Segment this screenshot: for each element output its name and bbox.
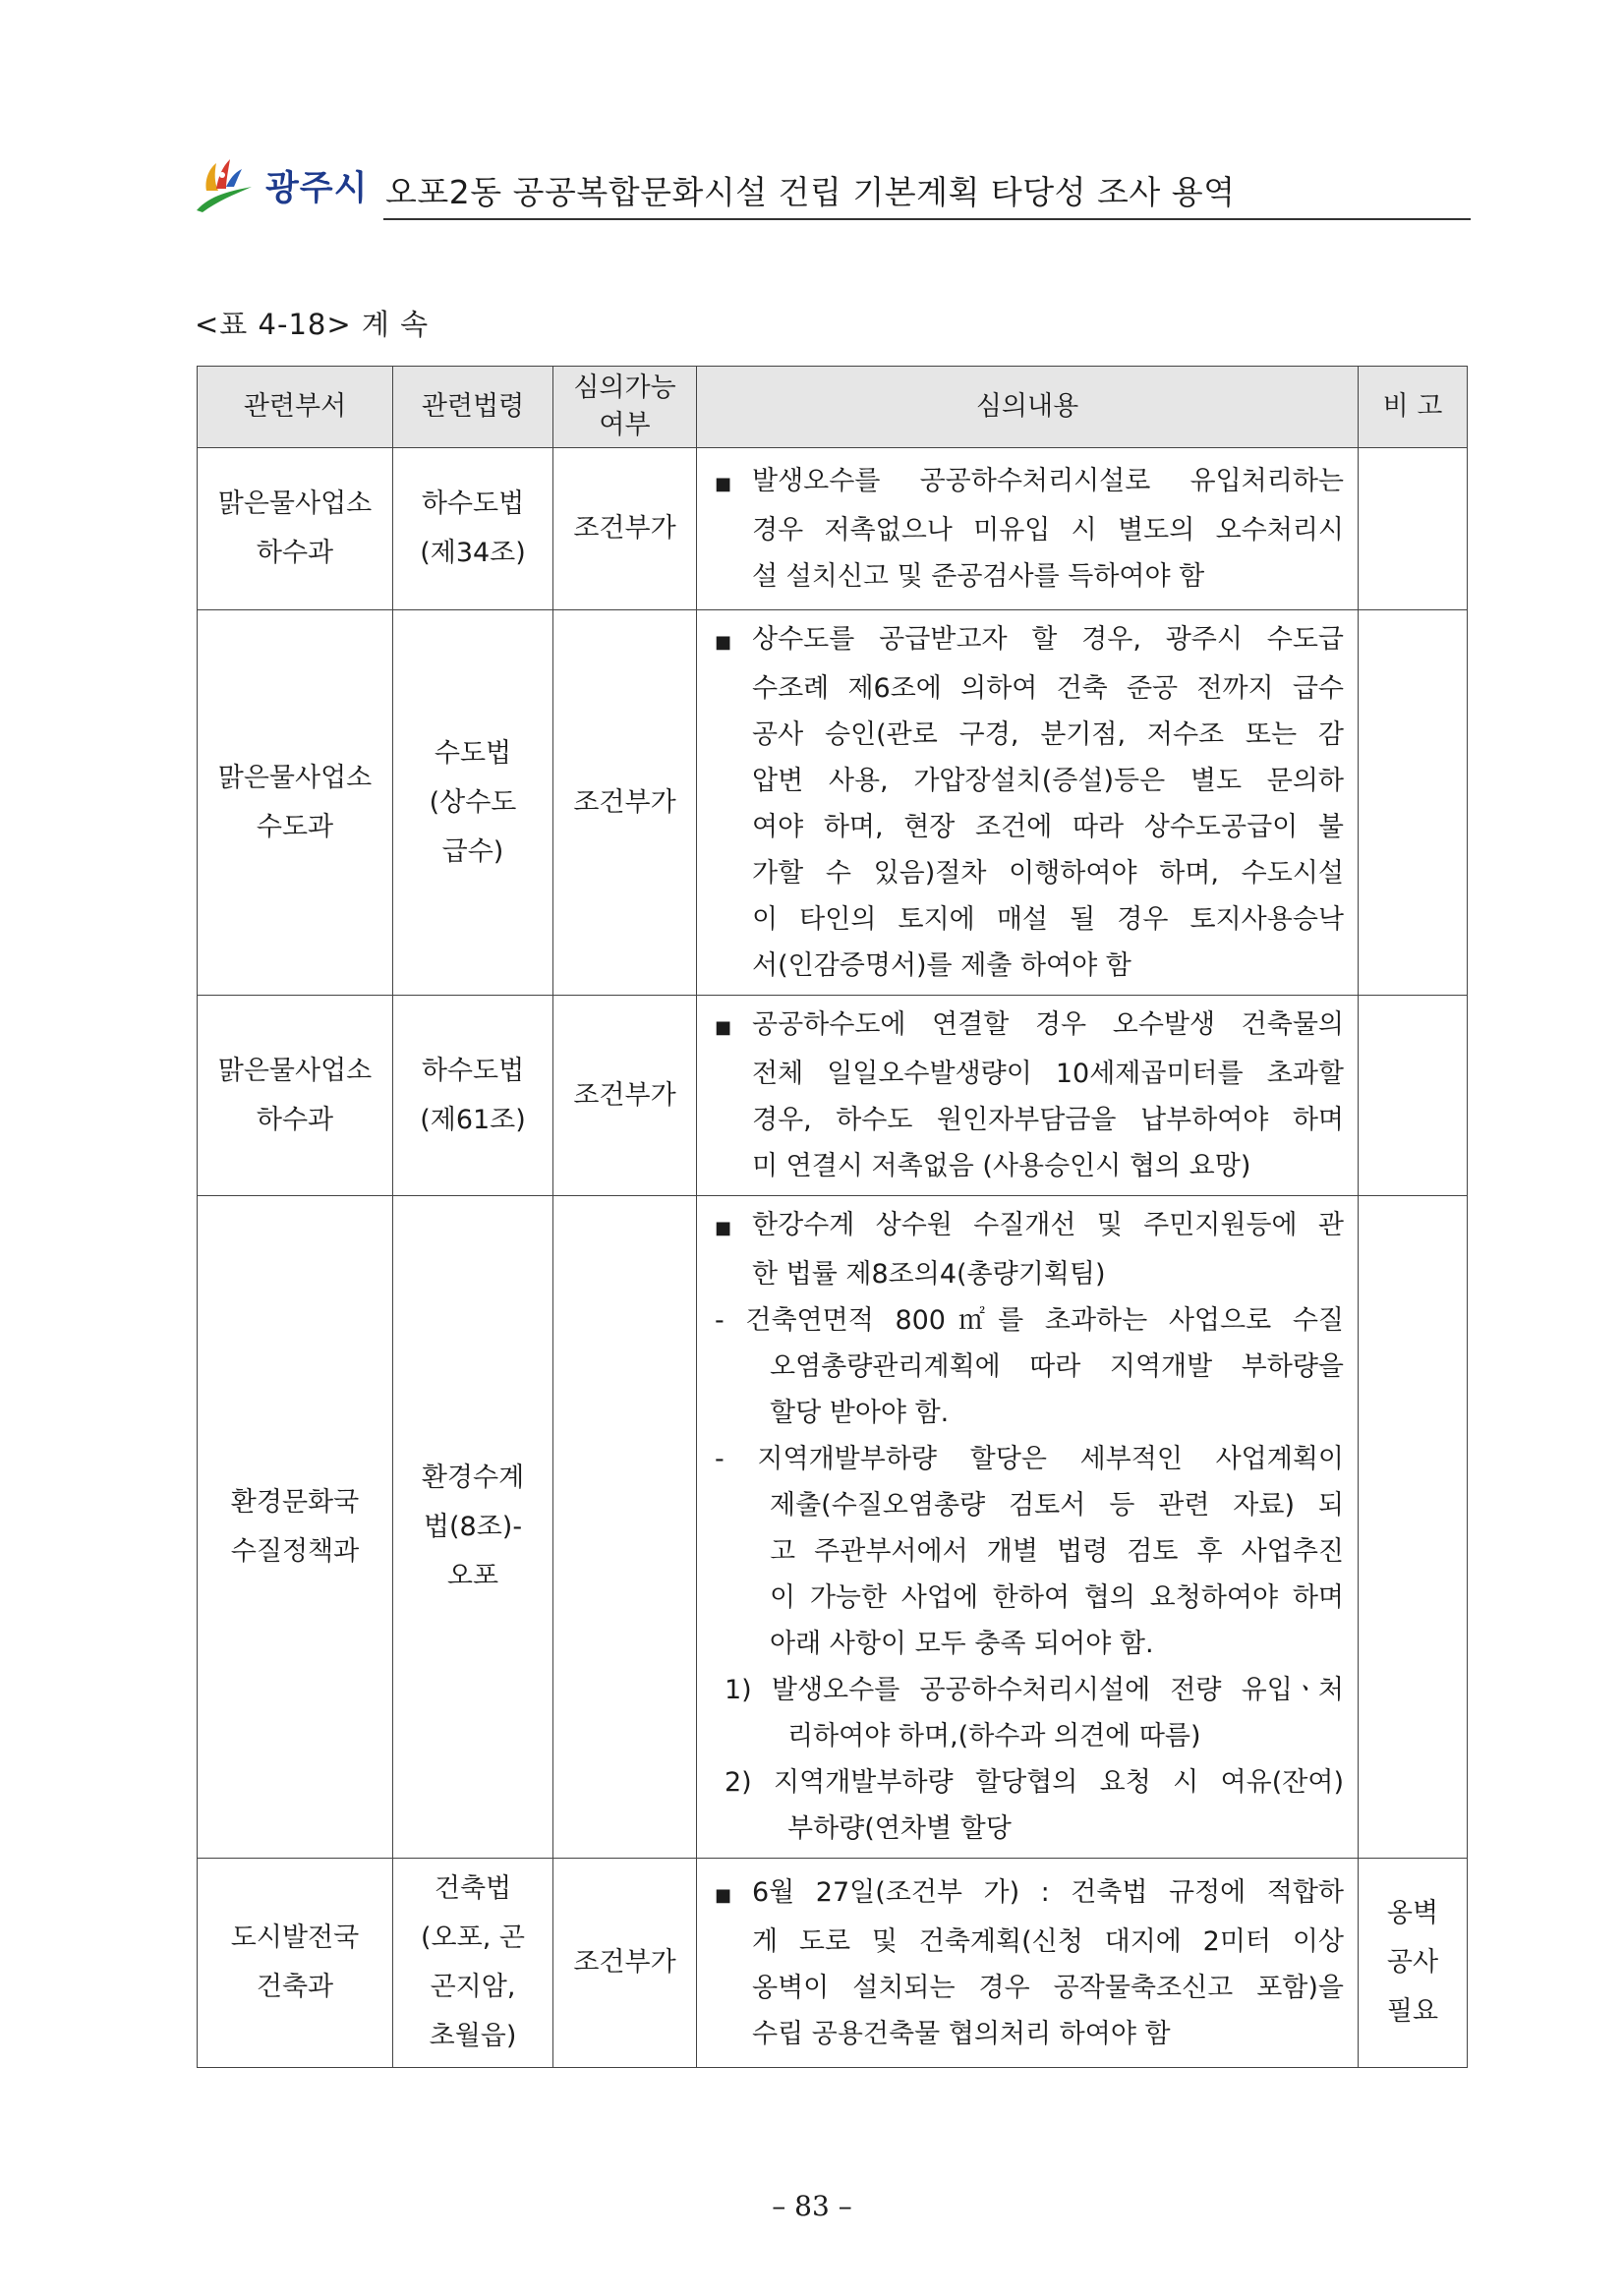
content-line: 상수도를 공급받고자 할 경우, 광주시 수도급 — [752, 624, 1344, 655]
table-header-row — [198, 367, 1468, 448]
table-row — [198, 1859, 1468, 2068]
dept-cell — [198, 1196, 393, 1859]
content-line: 미 연결시 저촉없음 (사용승인시 협의 요망) — [752, 1151, 1251, 1181]
law-cell — [393, 1196, 553, 1859]
content-line: 공사 승인(관로 구경, 분기점, 저수조 또는 감 — [752, 719, 1344, 750]
content-line: - 건축연면적 800㎡를 초과하는 사업으로 수질 — [715, 1305, 1344, 1336]
content-cell — [697, 448, 1359, 610]
bullet-icon: ■ — [715, 1017, 732, 1038]
law-line: 곤지암, — [430, 1972, 516, 2002]
dept-line: 맑은물사업소 — [217, 762, 373, 793]
content-line: 이 타인의 토지에 매설 될 경우 토지사용승낙 — [752, 904, 1344, 935]
note-cell — [1359, 1196, 1468, 1859]
dept-line: 환경문화국 — [230, 1486, 360, 1518]
content-line: 전체 일일오수발생량이 10세제곱미터를 초과할 — [752, 1059, 1344, 1089]
content-line: 가할 수 있음)절차 이행하여야 하며, 수도시설 — [752, 858, 1344, 889]
dept-line: 건축과 — [256, 1972, 334, 2002]
content-line: 공공하수도에 연결할 경우 오수발생 건축물의 — [752, 1009, 1344, 1040]
dept-cell — [198, 610, 393, 996]
content-line: 한강수계 상수원 수질개선 및 주민지원등에 관 — [752, 1210, 1344, 1240]
header-law: 관련법령 — [393, 367, 553, 448]
document-title: 오포2동 공공복합문화시설 건립 기본계획 타당성 조사 용역 — [385, 173, 1236, 211]
law-line: 하수도법 — [421, 488, 525, 519]
law-line: 하수도법 — [421, 1055, 525, 1086]
law-line: (제61조) — [420, 1104, 526, 1135]
table-row — [198, 996, 1468, 1196]
law-line: (상수도 — [429, 786, 517, 818]
law-line: 건축법 — [434, 1873, 512, 1904]
content-line: 이 가능한 사업에 한하여 협의 요청하여야 하며 — [770, 1582, 1344, 1613]
bullet-icon: ■ — [715, 632, 732, 653]
page-header — [193, 147, 1471, 226]
bullet-icon: ■ — [715, 1884, 732, 1906]
note-line: 필요 — [1386, 1996, 1439, 2027]
gwangju-city-logo-icon — [193, 151, 254, 214]
content-line: 설 설치신고 및 준공검사를 득하여야 함 — [752, 561, 1205, 592]
content-line: 아래 사항이 모두 충족 되어야 함. — [770, 1629, 1154, 1659]
content-cell — [697, 996, 1359, 1196]
content-line: 수립 공용건축물 협의처리 하여야 함 — [752, 2018, 1171, 2049]
review-cell: 조건부가 — [553, 448, 697, 610]
note-line: 공사 — [1386, 1947, 1439, 1978]
content-line: 서(인감증명서)를 제출 하여야 함 — [752, 950, 1131, 981]
law-line: 환경수계 — [421, 1462, 525, 1493]
logo-text: 광주시 — [265, 169, 369, 208]
review-cell: 조건부가 — [553, 1859, 697, 2068]
dept-line: 수도과 — [256, 811, 334, 842]
law-line: (제34조) — [420, 538, 526, 568]
content-cell — [697, 610, 1359, 996]
review-table — [197, 366, 1468, 2068]
content-line: 발생오수를 공공하수처리시설로 유입처리하는 — [752, 466, 1344, 496]
dept-line: 맑은물사업소 — [217, 488, 373, 519]
note-cell — [1359, 1859, 1468, 2068]
content-line: 경우, 하수도 원인자부담금을 납부하여야 하며 — [752, 1105, 1344, 1135]
law-line: 법(8조)- — [423, 1511, 523, 1542]
law-line: 초월읍) — [429, 2021, 517, 2051]
review-cell: 조건부가 — [553, 610, 697, 996]
bullet-icon: ■ — [715, 474, 732, 494]
note-cell — [1359, 610, 1468, 996]
content-line: 압변 사용, 가압장설치(증설)등은 별도 문의하 — [752, 766, 1344, 796]
header-review-line: 심의가능 — [573, 373, 676, 403]
law-cell — [393, 610, 553, 996]
dept-cell — [198, 996, 393, 1196]
table-row — [198, 1196, 1468, 1859]
header-rule — [383, 218, 1471, 220]
content-line: 고 주관부서에서 개별 법령 검토 후 사업추진 — [770, 1536, 1344, 1567]
header-content: 심의내용 — [697, 367, 1359, 448]
table-row — [198, 610, 1468, 996]
table-caption: <표 4-18> 계 속 — [195, 308, 430, 341]
dept-line: 수질정책과 — [230, 1535, 360, 1567]
content-line: 1) 발생오수를 공공하수처리시설에 전량 유입ㆍ처 — [725, 1675, 1344, 1705]
note-line: 옹벽 — [1386, 1898, 1439, 1928]
law-line: 오포 — [446, 1560, 499, 1591]
dept-cell — [198, 448, 393, 610]
header-review — [553, 367, 697, 448]
content-cell — [697, 1859, 1359, 2068]
page-number: – 83 – — [772, 2190, 852, 2222]
review-cell: 조건부가 — [553, 996, 697, 1196]
bullet-icon: ■ — [715, 1218, 732, 1238]
content-line: 부하량(연차별 할당 — [787, 1813, 1012, 1844]
dept-line: 도시발전국 — [230, 1923, 360, 1953]
content-line: 제출(수질오염총량 검토서 등 관련 자료) 되 — [770, 1490, 1344, 1521]
law-line: 급수) — [441, 835, 504, 867]
header-note: 비 고 — [1359, 367, 1468, 448]
content-line: 2) 지역개발부하량 할당협의 요청 시 여유(잔여) — [725, 1767, 1344, 1798]
law-line: (오포, 곤 — [421, 1923, 525, 1953]
law-cell — [393, 1859, 553, 2068]
law-cell — [393, 448, 553, 610]
header-dept: 관련부서 — [198, 367, 393, 448]
content-line: - 지역개발부하량 할당은 세부적인 사업계획이 — [715, 1444, 1344, 1474]
content-line: 게 도로 및 건축계획(신청 대지에 2미터 이상 — [752, 1925, 1344, 1957]
note-cell — [1359, 996, 1468, 1196]
dept-cell — [198, 1859, 393, 2068]
content-line: 한 법률 제8조의4(총량기획팀) — [752, 1259, 1106, 1290]
content-line: 할당 받아야 함. — [770, 1398, 950, 1428]
content-line: 옹벽이 설치되는 경우 공작물축조신고 포함)을 — [752, 1972, 1344, 2003]
dept-line: 하수과 — [256, 1104, 334, 1135]
content-line: 여야 하며, 현장 조건에 따라 상수도공급이 불 — [752, 812, 1344, 842]
dept-line: 맑은물사업소 — [217, 1055, 373, 1086]
table-row — [198, 448, 1468, 610]
review-cell — [553, 1196, 697, 1859]
content-cell — [697, 1196, 1359, 1859]
note-cell — [1359, 448, 1468, 610]
content-line: 오염총량관리계획에 따라 지역개발 부하량을 — [770, 1351, 1344, 1382]
content-line: 리하여야 하며,(하수과 의견에 따름) — [787, 1721, 1201, 1751]
content-line: 6월 27일(조건부 가) : 건축법 규정에 적합하 — [752, 1876, 1344, 1908]
law-cell — [393, 996, 553, 1196]
header-review-line: 여부 — [599, 410, 651, 440]
law-line: 수도법 — [434, 737, 512, 769]
content-line: 수조례 제6조에 의하여 건축 준공 전까지 급수 — [752, 673, 1344, 704]
dept-line: 하수과 — [256, 538, 334, 568]
content-line: 경우 저촉없으나 미유입 시 별도의 오수처리시 — [752, 515, 1344, 545]
